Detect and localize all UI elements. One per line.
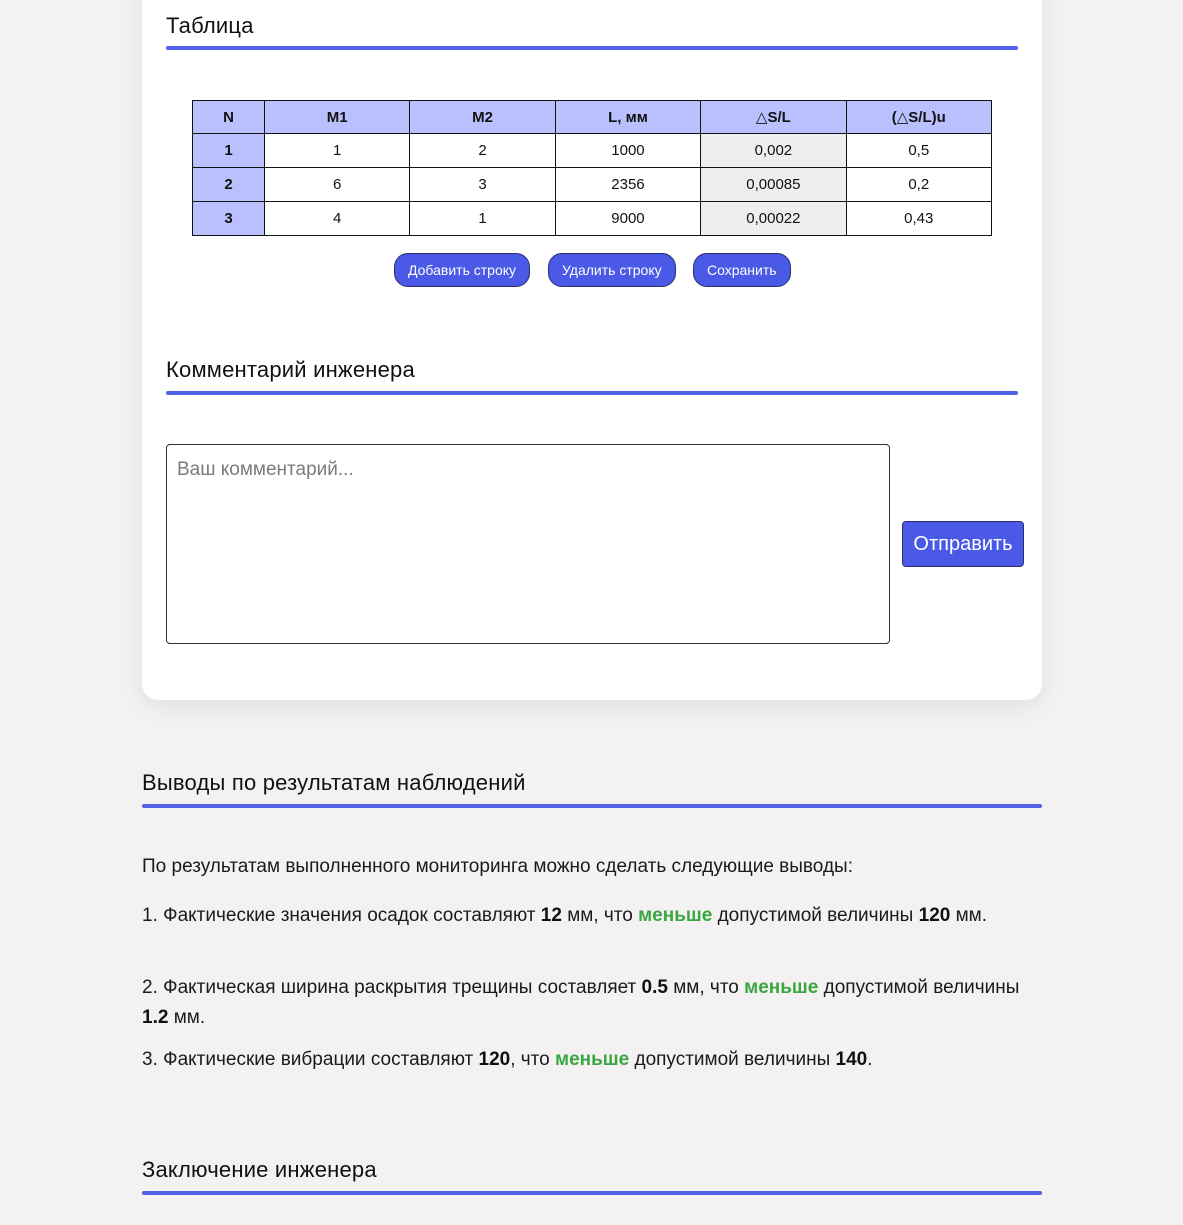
actual-value: 120 — [478, 1049, 511, 1070]
send-comment-button[interactable]: Отправить — [902, 521, 1024, 567]
measurements-table — [192, 100, 992, 236]
cell-length[interactable]: 2356 — [555, 168, 700, 202]
cell-n: 2 — [193, 168, 265, 202]
cell-ratio: 0,00085 — [701, 168, 846, 202]
actual-value: 0.5 — [641, 977, 668, 998]
limit-value: 120 — [918, 905, 951, 926]
cell-n: 1 — [193, 134, 265, 168]
table-section-title: Таблица — [166, 13, 254, 38]
cell-m1[interactable]: 6 — [265, 168, 410, 202]
verdict-label: меньше — [638, 905, 713, 926]
conclusion-item: 2. Фактическая ширина раскрытия трещины составляет 0.5 мм, что меньше допустимой величины 1.2 мм. — [142, 977, 1020, 1028]
cell-ratio: 0,00022 — [701, 202, 846, 236]
column-header-ratio: △S/L — [701, 101, 846, 134]
delete-row-button[interactable]: Удалить строку — [548, 253, 676, 287]
cell-m2[interactable]: 2 — [410, 134, 555, 168]
cell-ratio: 0,002 — [701, 134, 846, 168]
cell-length[interactable]: 9000 — [555, 202, 700, 236]
column-header-n: N — [193, 101, 265, 134]
table-row — [193, 168, 992, 202]
table-row — [193, 202, 992, 236]
table-header-row — [193, 101, 992, 134]
cell-m2[interactable]: 3 — [410, 168, 555, 202]
cell-m2[interactable]: 1 — [410, 202, 555, 236]
engineer-conclusion-title: Заключение инженера — [142, 1157, 377, 1182]
cell-m1[interactable]: 1 — [265, 134, 410, 168]
cell-ratio-limit[interactable]: 0,5 — [846, 134, 991, 168]
table-section-underline — [166, 46, 1018, 50]
comment-section-underline — [166, 391, 1018, 395]
limit-value: 1.2 — [142, 1007, 169, 1028]
verdict-label: меньше — [555, 1049, 630, 1070]
actual-value: 12 — [540, 905, 562, 926]
conclusions-title: Выводы по результатам наблюдений — [142, 770, 526, 795]
conclusion-item: 3. Фактические вибрации составляют 120, что меньше допустимой величины 140. — [142, 1049, 873, 1070]
verdict-label: меньше — [744, 977, 819, 998]
column-header-length: L, мм — [555, 101, 700, 134]
save-button[interactable]: Сохранить — [693, 253, 791, 287]
conclusion-item: 1. Фактические значения осадок составляют 12 мм, что меньше допустимой величины 120 мм. — [142, 905, 988, 926]
cell-ratio-limit[interactable]: 0,2 — [846, 168, 991, 202]
cell-ratio-limit[interactable]: 0,43 — [846, 202, 991, 236]
column-header-m1: M1 — [265, 101, 410, 134]
conclusions-intro: По результатам выполненного мониторинга можно сделать следующие выводы: — [142, 856, 853, 877]
conclusions-underline — [142, 804, 1042, 808]
cell-n: 3 — [193, 202, 265, 236]
comment-input[interactable] — [166, 444, 890, 644]
cell-length[interactable]: 1000 — [555, 134, 700, 168]
cell-m1[interactable]: 4 — [265, 202, 410, 236]
table-row — [193, 134, 992, 168]
limit-value: 140 — [835, 1049, 868, 1070]
engineer-conclusion-underline — [142, 1191, 1042, 1195]
add-row-button[interactable]: Добавить строку — [394, 253, 530, 287]
column-header-m2: M2 — [410, 101, 555, 134]
column-header-ratio-limit: (△S/L)u — [846, 101, 991, 134]
comment-section-title: Комментарий инженера — [166, 357, 415, 382]
